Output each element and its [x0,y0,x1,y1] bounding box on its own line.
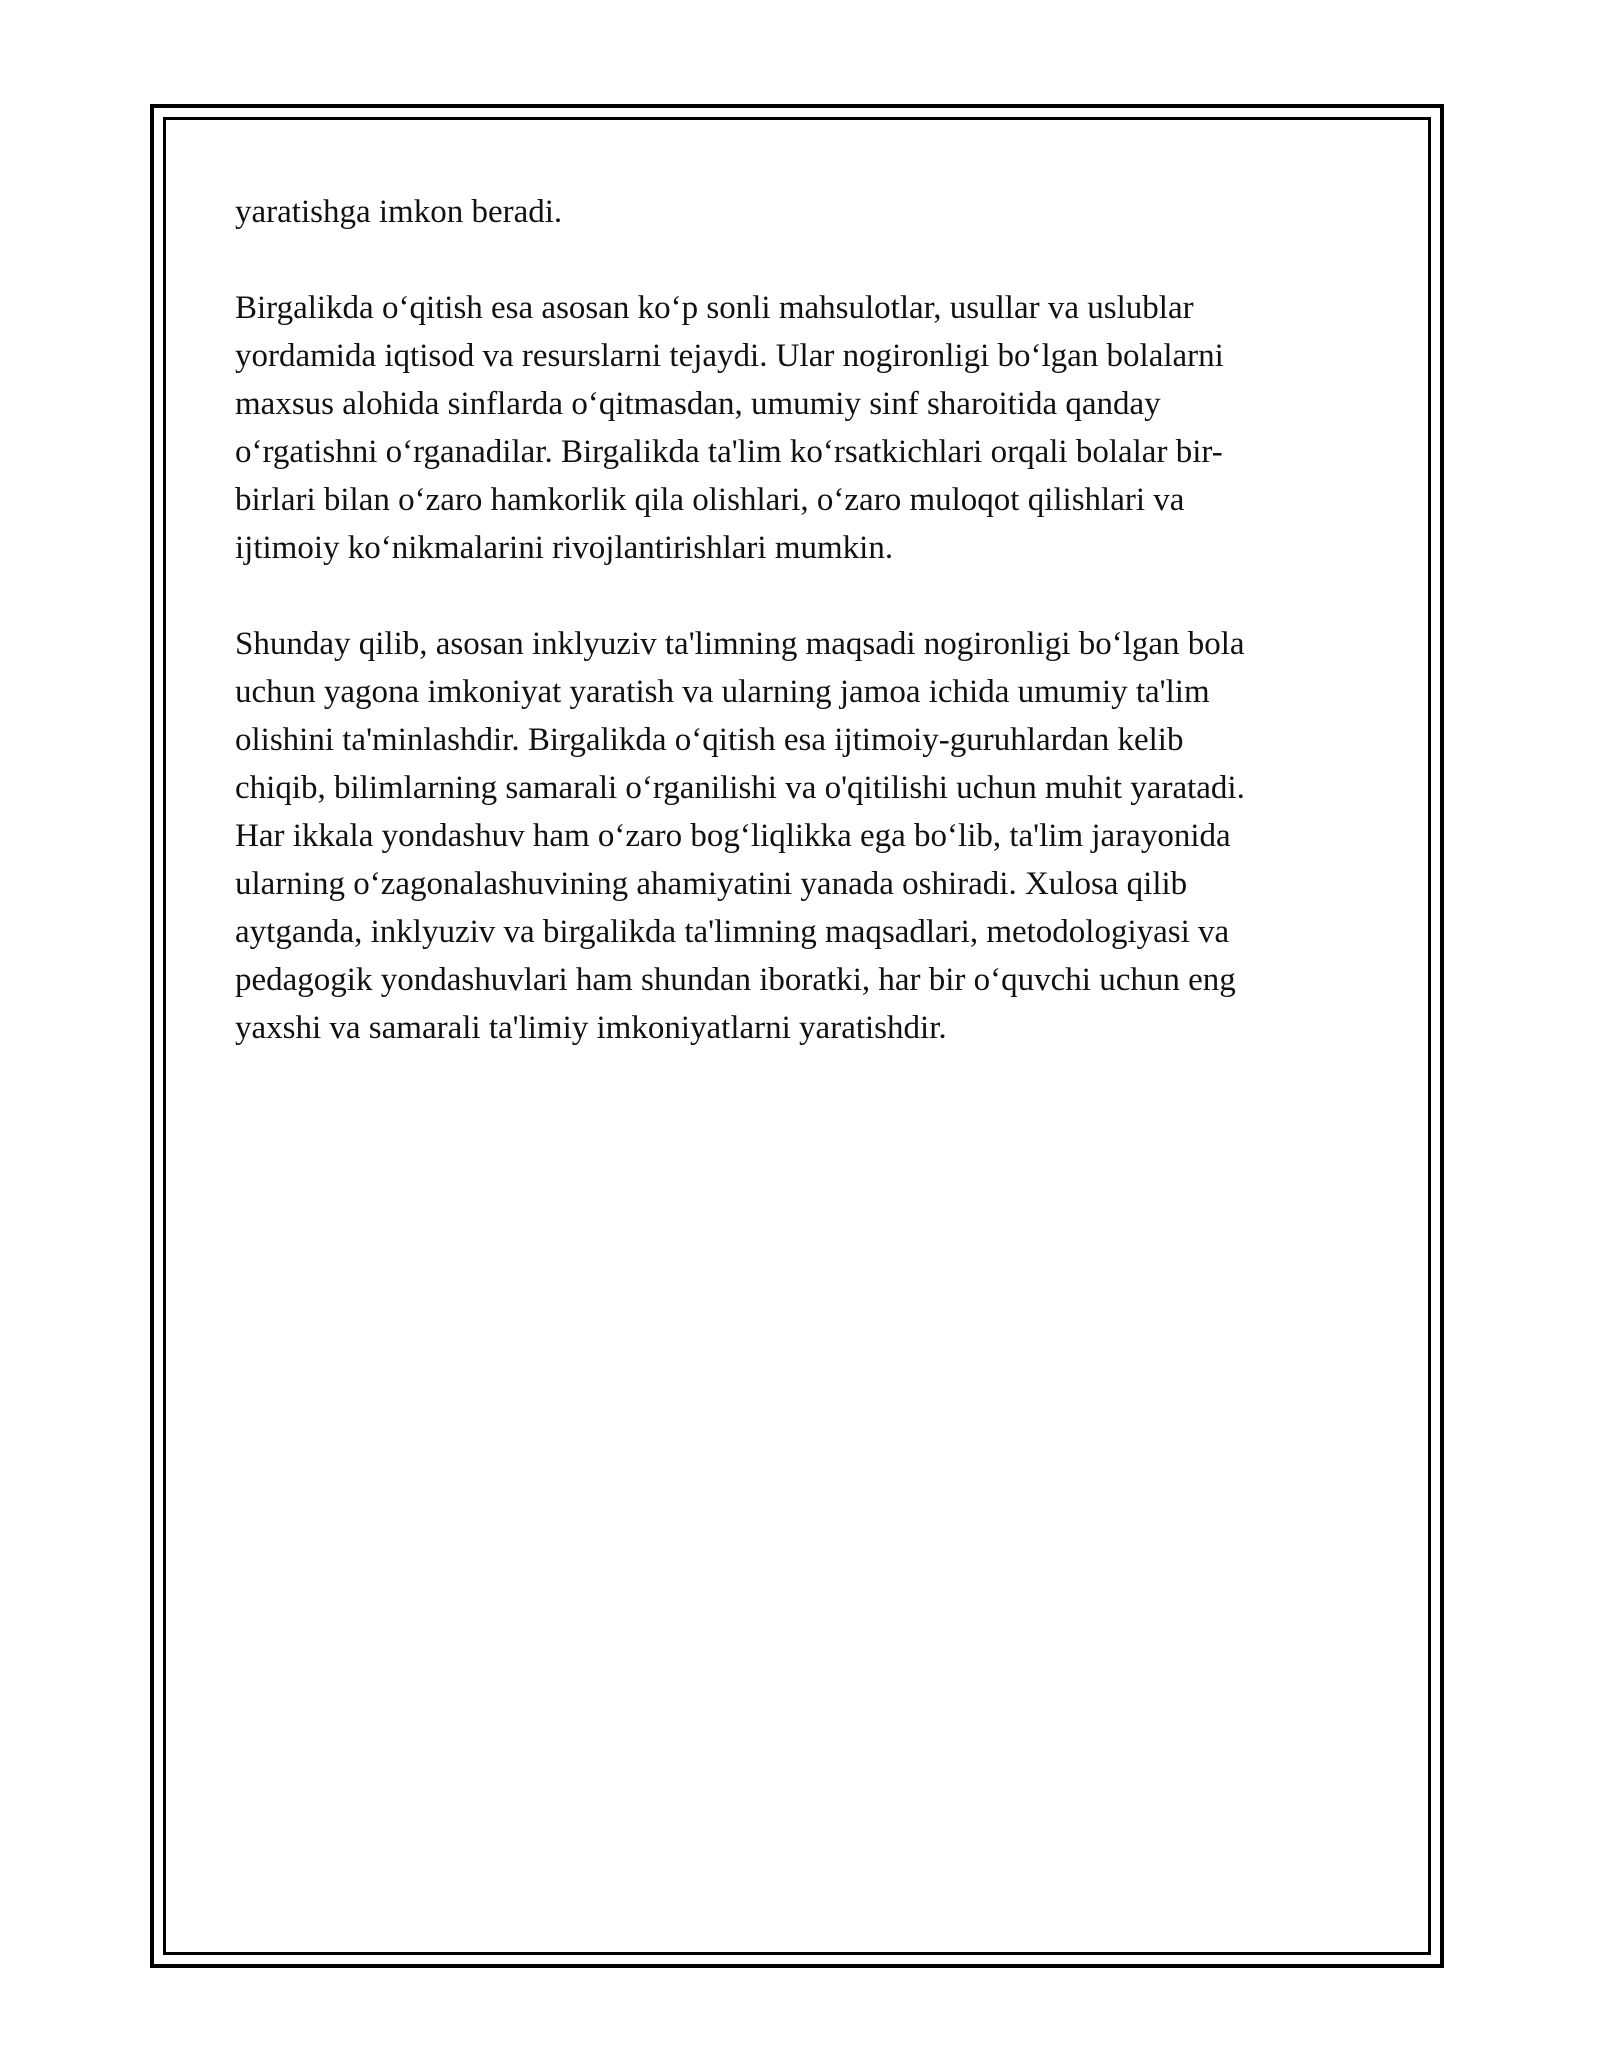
text-line: ijtimoiy ko‘nikmalarini rivojlantirishlari mumkin. [235,530,894,566]
text-line: Har ikkala yondashuv ham o‘zaro bog‘liqlikka ega bo‘lib, ta'lim jarayonida [235,818,1231,854]
text-line: pedagogik yondashuvlari ham shundan iboratki, har bir o‘quvchi uchun eng [235,962,1236,998]
document-body [235,188,1370,1100]
text-line: yaratishga imkon beradi. [235,194,563,230]
paragraph-birgalikda-oqitish [235,284,1370,572]
text-line: maxsus alohida sinflarda o‘qitmasdan, umumiy sinf sharoitida qanday [235,386,1161,422]
text-line: olishini ta'minlashdir. Birgalikda o‘qitish esa ijtimoiy-guruhlardan kelib [235,722,1184,758]
text-line: yordamida iqtisod va resurslarni tejaydi. Ular nogironligi bo‘lgan bolalarni [235,338,1224,374]
paragraph-continuation [235,188,1370,236]
text-line: Shunday qilib, asosan inklyuziv ta'limning maqsadi nogironligi bo‘lgan bola [235,626,1245,662]
text-line: Birgalikda o‘qitish esa asosan ko‘p sonli mahsulotlar, usullar va uslublar [235,290,1194,326]
paragraph-conclusion [235,620,1370,1052]
text-line: o‘rgatishni o‘rganadilar. Birgalikda ta'lim ko‘rsatkichlari orqali bolalar bir- [235,434,1223,470]
text-line: aytganda, inklyuziv va birgalikda ta'limning maqsadlari, metodologiyasi va [235,914,1230,950]
text-line: uchun yagona imkoniyat yaratish va ularning jamoa ichida umumiy ta'lim [235,674,1210,710]
text-line: chiqib, bilimlarning samarali o‘rganilishi va o'qitilishi uchun muhit yaratadi. [235,770,1245,806]
text-line: ularning o‘zagonalashuvining ahamiyatini yanada oshiradi. Xulosa qilib [235,866,1188,902]
text-line: yaxshi va samarali ta'limiy imkoniyatlarni yaratishdir. [235,1010,947,1046]
text-line: birlari bilan o‘zaro hamkorlik qila olishlari, o‘zaro muloqot qilishlari va [235,482,1185,518]
